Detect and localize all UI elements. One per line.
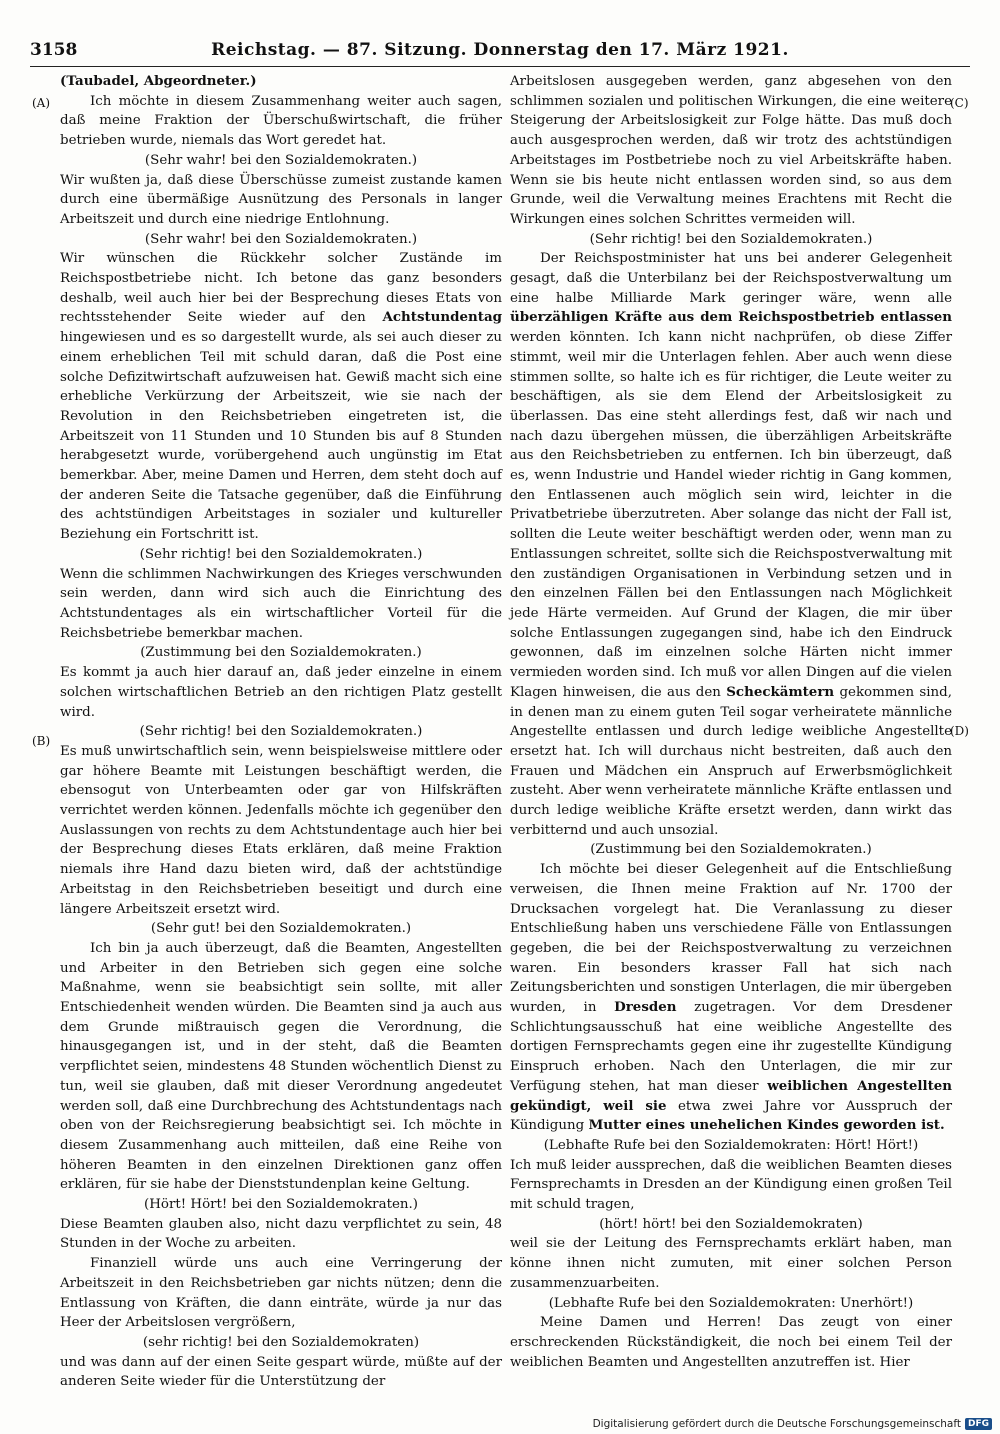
paragraph: Wir wußten ja, daß diese Überschüsse zumeist zustande kamen durch eine übermäßige Ausnützung des Personals in langer Arbeitszeit und durch eine niedrige Entlohnung. [60, 172, 502, 227]
paragraph: Wenn die schlimmen Nachwirkungen des Krieges verschwunden sein werden, dann wird sich auch die Einrichtung des Achtstundentages als ein wirtschaftlicher Vorteil für die Reichsbetriebe bemerkbar machen. [60, 566, 502, 641]
interjection: (Hört! Hört! bei den Sozialdemokraten.) [144, 1197, 418, 1213]
paragraph: Arbeitslosen ausgegeben werden, ganz abgesehen von den schlimmen sozialen und politischen Wirkungen, die eine weitere Steigerung der Arbeitslosigkeit zur Folge hätte. Das muß doch auch ausgesprochen werden, daß wir trotz des achtstündigen Arbeitstages im Postbetriebe noch zu viel Arbeitskräfte haben. Wenn sie bis heute nicht entlassen worden sind, so aus dem Grunde, weil die Verwaltung meines Erachtens mit Recht die Wirkungen eines solchen Schrittes vermeiden will. [510, 74, 952, 227]
interjection: (Lebhafte Rufe bei den Sozialdemokraten: Hört! Hört!) [543, 1137, 919, 1153]
interjection: (Sehr richtig! bei den Sozialdemokraten.) [139, 724, 423, 740]
margin-marker-c: (C) [950, 96, 969, 110]
interjection: (Zustimmung bei den Sozialdemokraten.) [140, 645, 422, 661]
emphasis: Dresden [614, 999, 677, 1016]
interjection: (Lebhafte Rufe bei den Sozialdemokraten: Unerhört!) [548, 1295, 914, 1311]
dfg-logo: DFG [965, 1418, 992, 1430]
paragraph: Ich muß leider aussprechen, daß die weiblichen Beamten dieses Fernsprechamts in Dresden an der Kündigung einen großen Teil mit schuld tragen, [510, 1157, 952, 1213]
interjection: (hört! hört! bei den Sozialdemokraten) [599, 1216, 863, 1232]
left-column [60, 72, 502, 1392]
paragraph: Meine Damen und Herren! Das zeugt von einer erschreckenden Rückständigkeit, die noch bei einem Teil der weiblichen Beamten und Angestellten anzutreffen ist. Hier [510, 1315, 952, 1370]
paragraph: Diese Beamten glauben also, nicht dazu verpflichtet zu sein, 48 Stunden in der Woche zu arbeiten. [60, 1216, 502, 1252]
emphasis: weiblichen Angestellten gekündigt, weil sie [510, 1077, 953, 1114]
interjection: (Sehr wahr! bei den Sozialdemokraten.) [144, 152, 418, 168]
paragraph: Ich bin ja auch überzeugt, daß die Beamten, Angestellten und Arbeiter in den Betrieben sich gegen eine solche Maßnahme, wenn sie beabsichtigt sein sollte, mit aller Entschiedenheit wenden würden. Die Beamten sind ja auch aus dem Grunde mißtrauisch gegen die Verordnung, die hinausgegangen ist, und in der steht, daß die Beamten verpflichtet seien, mindestens 48 Stunden wöchentlich Dienst zu tun, weil sie glauben, daß mit dieser Verordnung angedeutet werden soll, daß eine Durchbrechung des Achtstundentags nach oben von der Reichsregierung beabsichtigt sei. Ich möchte in diesem Zusammenhang auch mitteilen, daß eine Reihe von höheren Beamten in den einzelnen Direktionen ganz offen erklären, für sie habe der Dienststundenplan keine Geltung. [60, 940, 502, 1193]
credit-text: Digitalisierung gefördert durch die Deutsche Forschungsgemeinschaft [592, 1418, 961, 1430]
margin-marker-d: (D) [950, 724, 969, 738]
interjection: (sehr richtig! bei den Sozialdemokraten) [142, 1335, 420, 1350]
paragraph: Ich möchte bei dieser Gelegenheit auf die Entschließung verweisen, die Ihnen meine Fraktion auf Nr. 1700 der Drucksachen vorgelegt hat. Die Veranlassung zu dieser Entschließung haben uns verschiedene Fälle von Entlassungen gegeben, die bei der Reichspostverwaltung zu verzeichnen waren. Ein besonders krasser Fall hat sich nach Zeitungsberichten und sonstigen Unterlagen, die mir übergeben wurden, in Dresden zugetragen. Vor dem Dresdener Schlichtungsausschuß hat eine weibliche Angestellte des dortigen Fernsprechamts gegen eine ihr zugestellte Kündigung Einspruch erhoben. Nach den Unterlagen, die mir zur Verfügung stehen, hat man dieser weiblichen Angestellten gekündigt, weil sie etwa zwei Jahre vor Ausspruch der Kündigung Mutter eines unehelichen Kindes geworden ist. [510, 862, 953, 1134]
running-title: Reichstag. — 87. Sitzung. Donnerstag den 17. März 1921. [211, 40, 789, 60]
right-column [510, 72, 952, 1372]
emphasis: Achtstundentag [382, 309, 502, 326]
interjection: (Sehr richtig! bei den Sozialdemokraten.) [589, 231, 873, 247]
paragraph: Finanziell würde uns auch eine Verringerung der Arbeitszeit in den Reichsbetrieben gar nichts nützen; denn die Entlassung von Kräften, die dann einträte, würde ja nur das Heer der Arbeitslosen vergrößern, [60, 1256, 502, 1331]
emphasis: Mutter eines unehelichen Kindes geworden ist. [588, 1117, 945, 1134]
emphasis: Scheckämtern [726, 683, 835, 700]
margin-marker-a: (A) [32, 96, 51, 110]
header-rule [30, 66, 970, 67]
emphasis: überzähligen Kräfte aus dem Reichspostbetrieb entlassen [510, 309, 952, 326]
speaker-label: (Taubadel, Abgeordneter.) [60, 73, 257, 89]
paragraph: Ich möchte in diesem Zusammenhang weiter auch sagen, daß meine Fraktion der Überschußwirtschaft, die früher betrieben wurde, niemals das Wort geredet hat. [60, 93, 502, 149]
page-number: 3158 [30, 40, 78, 60]
interjection: (Sehr richtig! bei den Sozialdemokraten.) [139, 546, 423, 562]
paragraph: und was dann auf der einen Seite gespart würde, müßte auf der anderen Seite wieder für die Unterstützung der [60, 1354, 502, 1390]
page-header [30, 40, 970, 64]
digitization-credit [593, 1418, 992, 1430]
paragraph: Es kommt ja auch hier darauf an, daß jeder einzelne in einem solchen wirtschaftlichen Betrieb an den richtigen Platz gestellt wird. [60, 665, 502, 720]
paragraph: weil sie der Leitung des Fernsprechamts erklärt haben, man könne ihnen nicht zumuten, mit einer solchen Person zusammenzuarbeiten. [510, 1236, 952, 1291]
interjection: (Sehr gut! bei den Sozialdemokraten.) [150, 921, 412, 937]
interjection: (Sehr wahr! bei den Sozialdemokraten.) [144, 231, 418, 247]
margin-marker-b: (B) [32, 734, 51, 748]
interjection: (Zustimmung bei den Sozialdemokraten.) [590, 842, 872, 858]
paragraph: Wir wünschen die Rückkehr solcher Zustände im Reichspostbetriebe nicht. Ich betone das ganz besonders deshalb, weil auch hier bei der Besprechung dieses Etats von rechtsstehender Seite wieder auf den Achtstundentag hingewiesen und es so dargestellt wurde, als sei auch dieser zu einem erheblichen Teil mit schuld daran, daß die Post eine solche Defizitwirtschaft aufzuweisen hat. Gewiß macht sich eine erhebliche Verkürzung der Arbeitszeit, wie sie nach der Revolution in den Reichsbetrieben eingetreten ist, die Arbeitszeit von 11 Stunden und 10 Stunden bis auf 8 Stunden herabgesetzt wurde, vorübergehend auch ungünstig im Etat bemerkbar. Aber, meine Damen und Herren, dem steht doch auf der anderen Seite die Tatsache gegenüber, daß die Einführung des achtstündigen Arbeitstages in sozialer und kultureller Beziehung ein Fortschritt ist. [60, 251, 502, 543]
paragraph: Es muß unwirtschaftlich sein, wenn beispielsweise mittlere oder gar höhere Beamte mit Leistungen beschäftigt werden, die ebensogut von Unterbeamten oder gar von Hilfskräften verrichtet werden können. Jedenfalls möchte ich gegenüber den Auslassungen von rechts zu dem Achtstundentage auch hier bei der Besprechung dieses Etats erklären, daß meine Fraktion niemals ihre Hand dazu bieten wird, daß der achtstündige Arbeitstag in den Reichsbetrieben beseitigt und durch eine längere Arbeitszeit ersetzt wird. [60, 743, 502, 917]
paragraph: Der Reichspostminister hat uns bei anderer Gelegenheit gesagt, daß die Unterbilanz bei der Reichspostverwaltung um eine halbe Milliarde Mark geringer wäre, wenn alle überzähligen Kräfte aus dem Reichspostbetrieb entlassen werden könnten. Ich kann nicht nachprüfen, ob diese Ziffer stimmt, weil mir die Unterlagen fehlen. Aber auch wenn diese stimmen sollte, so halte ich es für richtiger, die Leute weiter zu beschäftigen, als sie dem Elend der Arbeitslosigkeit zu überlassen. Das eine steht allerdings fest, daß wir nach und nach dazu übergehen müssen, die überzähligen Arbeitskräfte aus den Reichsbetrieben zu entfernen. Ich bin überzeugt, daß es, wenn Industrie und Handel wieder richtig in Gang kommen, den Entlassenen auch möglich sein wird, leichter in die Privatbetriebe überzutreten. Aber solange das nicht der Fall ist, sollten die Leute weiter beschäftigt werden oder, wenn man zu Entlassungen schreitet, sollte sich die Reichspostverwaltung mit den zuständigen Organisationen in Verbindung setzen und in den einzelnen Fällen bei den Entlassungen nach Möglichkeit jede Härte vermeiden. Auf Grund der Klagen, die mir über solche Entlassungen zugegangen sind, habe ich den Eindruck gewonnen, daß im einzelnen solche Härten nicht immer vermieden worden sind. Ich muß vor allen Dingen auf die vielen Klagen hinweisen, die aus den Scheckämtern gekommen sind, in denen man zu einem guten Teil sogar verheiratete männliche Angestellte entlassen und durch ledige weibliche Angestellte ersetzt hat. Ich will durchaus nicht bestreiten, daß auch den Frauen und Mädchen ein Anspruch auf Erwerbsmöglichkeit zusteht. Aber wenn verheiratete männliche Kräfte entlassen und durch ledige weibliche Kräfte ersetzt werden, dann wirkt das verbitternd und auch unsozial. [510, 251, 952, 838]
